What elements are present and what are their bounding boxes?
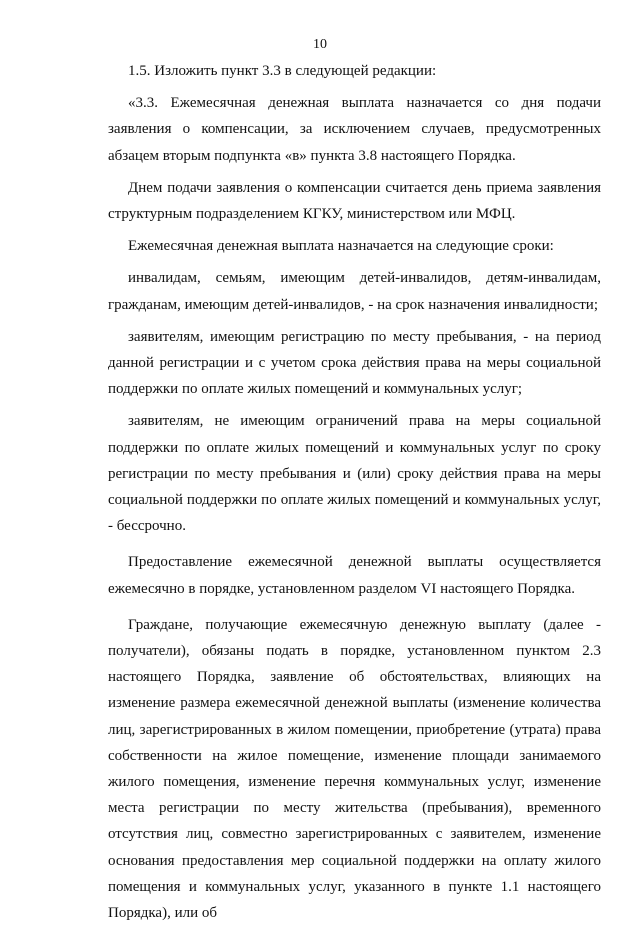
paragraph-payment-procedure: Предоставление ежемесячной денежной выплаты осуществляется ежемесячно в порядке, установленном разделом VI настоящего Порядка.: [108, 554, 601, 597]
paragraph-term-indefinite: заявителям, не имеющим ограничений права на меры социальной поддержки по оплате жилых помещений и коммунальных услуг по сроку регистрации по месту пребывания и (или) сроку действия права на меры социальной поддержки по оплате жилых помещений и коммунальных услуг, - бессрочно.: [108, 413, 601, 535]
paragraph-3-3-intro: «3.3. Ежемесячная денежная выплата назначается со дня подачи заявления о компенсации, за исключением случаев, предусмотренных абзацем вторым подпункта «в» пункта 3.8 настоящего Порядка.: [108, 95, 601, 164]
paragraph-amendment-heading: 1.5. Изложить пункт 3.3 в следующей редакции:: [128, 63, 437, 79]
document-body: [108, 58, 601, 926]
paragraph-application-date: Днем подачи заявления о компенсации считается день приема заявления структурным подразделением КГКУ, министерством или МФЦ.: [108, 179, 601, 223]
paragraph-term-temporary-registration: заявителям, имеющим регистрацию по месту пребывания, - на период данной регистрации и с учетом срока действия права на меры социальной поддержки по оплате жилых помещений и коммунальных услуг;: [108, 328, 601, 398]
paragraph-term-disabled: инвалидам, семьям, имеющим детей-инвалидов, детям-инвалидам, гражданам, имеющим детей-инвалидов, - на срок назначения инвалидности;: [108, 270, 601, 313]
paragraph-recipient-obligations: Граждане, получающие ежемесячную денежную выплату (далее - получатели), обязаны подать в порядке, установленном пунктом 2.3 настоящего Порядка, заявление об обстоятельствах, влияющих на изменение размера ежемесячной денежной выплаты (изменение количества лиц, зарегистрированных в жилом помещении, приобретение (утрата) права собственности на жилое помещение, изменение площади занимаемого жилого помещения, изменение перечня коммунальных услуг, изменение места регистрации по месту жительства (пребывания), временного отсутствия лиц, совместно зарегистрированных с заявителем, изменение основания предоставления мер социальной поддержки на оплату жилого помещения и коммунальных услуг, указанного в пункте 1.1 настоящего Порядка), или об: [108, 616, 601, 922]
page-number: 10: [313, 37, 327, 52]
paragraph-terms-intro: Ежемесячная денежная выплата назначается на следующие сроки:: [128, 238, 554, 255]
